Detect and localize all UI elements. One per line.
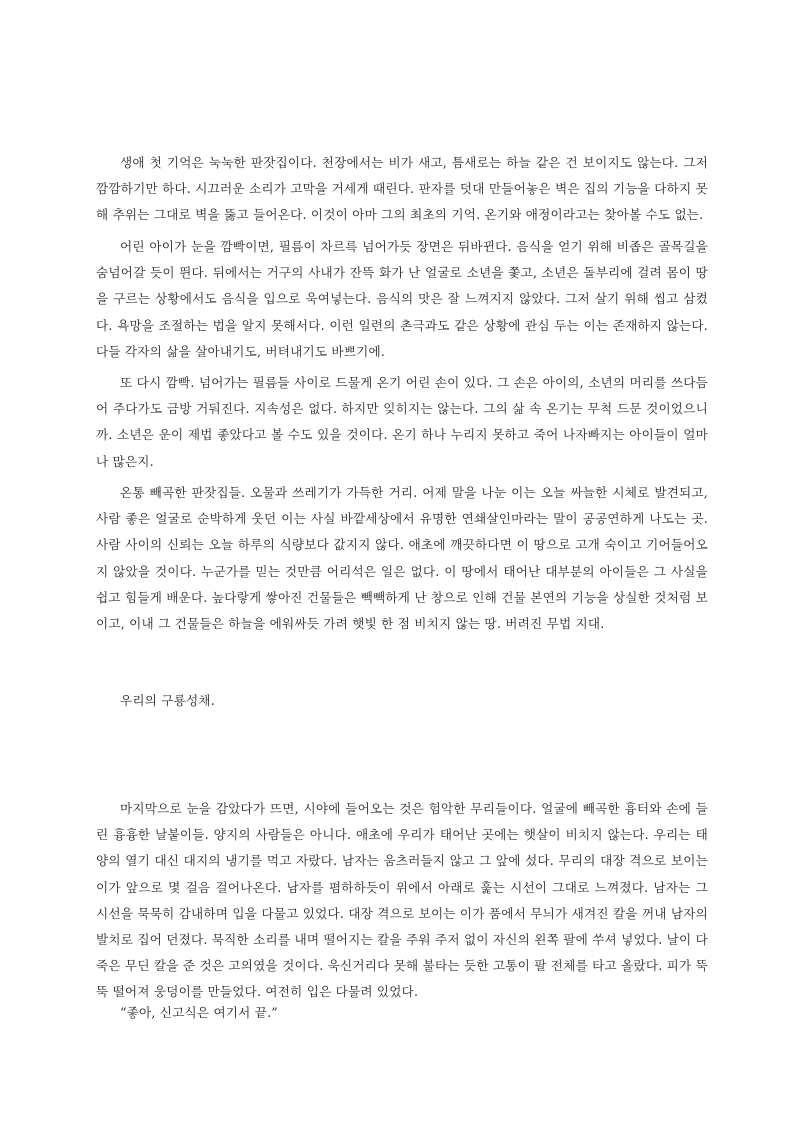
paragraph: 생애 첫 기억은 눅눅한 판잣집이다. 천장에서는 비가 새고, 틈새로는 하늘 같은 건 보이지도 않는다. 그저 깜깜하기만 하다. 시끄러운 소리가 고막을 거세게 때린다. 판자를 덧대 만들어놓은 벽은 집의 기능을 다하지 못해 추위는 그대로 벽을 뚫고 들어온다. 이것이 아마 그의 최초의 기억. 온기와 애정이라고는 찾아볼 수도 없는. — [96, 155, 708, 223]
section-line: 우리의 구룡성채. — [120, 693, 215, 708]
dialogue-line: “좋아, 신고식은 여기서 끝.” — [120, 1005, 278, 1020]
paragraph: 또 다시 깜빡. 넘어가는 필름들 사이로 드물게 온기 어린 손이 있다. 그 손은 아이의, 소년의 머리를 쓰다듬어 주다가도 금방 거둬진다. 지속성은 없다. 하지만 잊히지는 않는다. 그의 삶 속 온기는 무척 드문 것이었으니까. 소년은 운이 제법 좋았다고 볼 수도 있을 것이다. 온기 하나 누리지 못하고 죽어 나자빠지는 아이들이 얼마나 많은지. — [96, 375, 708, 469]
paragraph: 어린 아이가 눈을 깜빡이면, 필름이 차르륵 넘어가듯 장면은 뒤바뀐다. 음식을 얻기 위해 비좁은 골목길을 숨넘어갈 듯이 뛴다. 뒤에서는 거구의 사내가 잔뜩 화가 난 얼굴로 소년을 쫓고, 소년은 돌부리에 걸려 몸이 땅을 구르는 상황에서도 음식을 입으로 욱여넣는다. 음식의 맛은 잘 느껴지지 않았다. 그저 살기 위해 씹고 삼켰다. 욕망을 조절하는 법을 알지 못해서다. 이런 일련의 촌극과도 같은 상황에 관심 두는 이는 존재하지 않는다. 다들 각자의 삶을 살아내기도, 버텨내기도 바쁘기에. — [96, 239, 708, 359]
paragraph: 온통 빼곡한 판잣집들. 오물과 쓰레기가 가득한 거리. 어제 말을 나눈 이는 오늘 싸늘한 시체로 발견되고, 사람 좋은 얼굴로 순박하게 웃던 이는 사실 바깥세상에서 유명한 연쇄살인마라는 말이 공공연하게 나도는 곳. 사람 사이의 신뢰는 오늘 하루의 식량보다 값지지 않다. 애초에 깨끗하다면 이 땅으로 고개 숙이고 기어들어오지 않았을 것이다. 누군가를 믿는 것만큼 어리석은 일은 없다. 이 땅에서 태어난 대부분의 아이들은 그 사실을 쉽고 힘들게 배운다. 높다랗게 쌓아진 건물들은 빽빽하게 난 창으로 인해 건물 본연의 기능을 상실한 것처럼 보이고, 이내 그 건물들은 하늘을 에워싸듯 가려 햇빛 한 점 비치지 않는 땅. 버려진 무법 지대. — [96, 485, 708, 632]
paragraph: 마지막으로 눈을 감았다가 뜨면, 시야에 들어오는 것은 험악한 무리들이다. 얼굴에 빼곡한 흉터와 손에 들린 흉흉한 날붙이들. 양지의 사람들은 아니다. 애초에 우리가 태어난 곳에는 햇살이 비치지 않는다. 우리는 태양의 열기 대신 대지의 냉기를 먹고 자랐다. 남자는 움츠러들지 않고 그 앞에 섰다. 무리의 대장 격으로 보이는 이가 앞으로 몇 걸음 걸어나온다. 남자를 폄하하듯이 위에서 아래로 훑는 시선이 그대로 느껴졌다. 남자는 그 시선을 묵묵히 감내하며 입을 다물고 있었다. 대장 격으로 보이는 이가 품에서 무늬가 새겨진 칼을 꺼내 남자의 발치로 집어 던졌다. 묵직한 소리를 내며 떨어지는 칼을 주워 주저 없이 자신의 왼쪽 팔에 쑤셔 넣었다. 날이 다 죽은 무딘 칼을 준 것은 고의였을 것이다. 욱신거리다 못해 불타는 듯한 고통이 팔 전체를 타고 올랐다. 피가 뚝뚝 떨어져 웅덩이를 만들었다. 여전히 입은 다물려 있었다. — [96, 801, 708, 1000]
